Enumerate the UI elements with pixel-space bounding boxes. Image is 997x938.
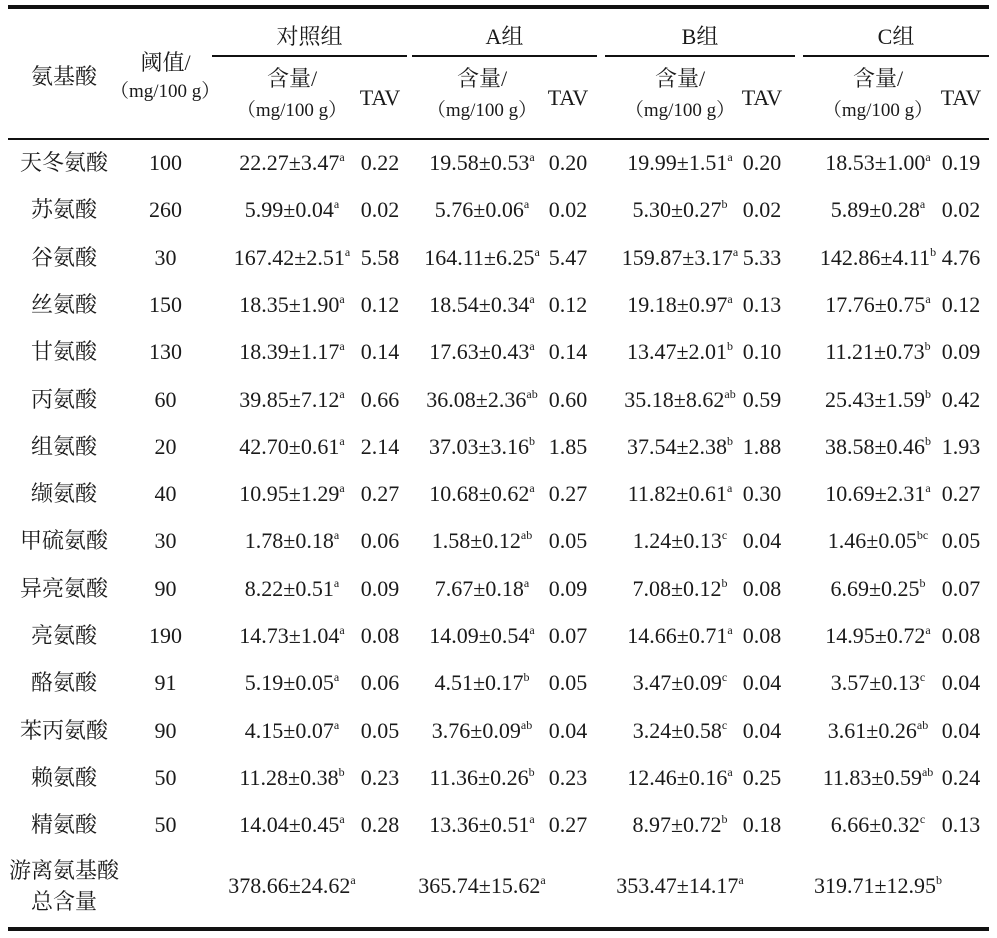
tav-value-control: 0.02 <box>360 197 400 222</box>
header-tav-a: TAV <box>547 85 589 110</box>
content-mean-sd: 14.95±0.72 <box>825 623 926 648</box>
significance-letter: c <box>721 528 728 542</box>
significance-letter: a <box>925 292 931 306</box>
threshold-value: 20 <box>154 434 177 459</box>
content-mean-sd: 12.46±0.16 <box>627 765 728 790</box>
content-mean-sd: 3.47±0.09 <box>632 670 722 695</box>
significance-letter: a <box>540 873 546 887</box>
tav-value-c: 1.93 <box>941 434 981 459</box>
content-mean-sd: 8.97±0.72 <box>632 812 722 837</box>
content-value-a <box>402 197 562 223</box>
content-value-a <box>402 528 562 554</box>
tav-value-a: 5.47 <box>548 245 588 270</box>
threshold-value: 90 <box>154 718 177 743</box>
significance-letter: b <box>721 197 728 211</box>
amino-acid-name: 苯丙氨酸 <box>19 718 108 743</box>
content-mean-sd: 7.08±0.12 <box>632 576 722 601</box>
tav-value-a: 0.12 <box>548 292 588 317</box>
significance-letter: a <box>339 387 345 401</box>
content-mean-sd: 42.70±0.61 <box>239 434 340 459</box>
content-mean-sd: 5.76±0.06 <box>434 197 524 222</box>
threshold-value: 50 <box>154 812 177 837</box>
content-mean-sd: 36.08±2.36 <box>426 387 527 412</box>
content-mean-sd: 37.03±3.16 <box>428 434 530 459</box>
tav-value-a: 0.60 <box>548 387 588 412</box>
amino-acid-name: 谷氨酸 <box>30 245 97 270</box>
content-mean-sd: 14.66±0.71 <box>627 623 728 648</box>
header-bottom-rule <box>8 138 989 140</box>
tav-value-b: 0.08 <box>742 623 782 648</box>
content-value-b <box>600 434 760 460</box>
total-mean-sd: 378.66±24.62 <box>228 873 351 898</box>
content-mean-sd: 11.28±0.38 <box>239 765 339 790</box>
significance-letter: b <box>523 670 530 684</box>
significance-letter: a <box>339 339 345 353</box>
content-value-b <box>600 292 760 318</box>
significance-letter: ab <box>520 528 533 542</box>
tav-value-c: 0.12 <box>941 292 981 317</box>
content-mean-sd: 3.61±0.26 <box>827 718 917 743</box>
significance-letter: c <box>919 670 926 684</box>
content-mean-sd: 19.18±0.97 <box>627 292 728 317</box>
significance-letter: a <box>529 481 535 495</box>
significance-letter: a <box>919 197 926 211</box>
tav-value-b: 0.04 <box>742 670 782 695</box>
total-mean-sd: 319.71±12.95 <box>813 873 937 898</box>
content-mean-sd: 1.78±0.18 <box>244 528 334 553</box>
content-mean-sd: 39.85±7.12 <box>239 387 340 412</box>
content-mean-sd: 35.18±8.62 <box>624 387 725 412</box>
tav-value-a: 0.02 <box>548 197 588 222</box>
significance-letter: b <box>338 765 345 779</box>
significance-letter: c <box>721 670 728 684</box>
significance-letter: a <box>925 150 931 164</box>
content-value-b <box>600 528 760 554</box>
content-mean-sd: 164.11±6.25 <box>424 245 535 270</box>
threshold-value: 130 <box>149 339 182 364</box>
tav-value-c: 0.09 <box>941 339 981 364</box>
amino-acid-name: 赖氨酸 <box>30 765 97 790</box>
content-value-control <box>212 245 372 271</box>
significance-letter: b <box>721 576 728 590</box>
group-rule-b <box>605 55 795 57</box>
tav-value-c: 0.04 <box>941 670 981 695</box>
tav-value-c: 0.24 <box>941 765 981 790</box>
content-mean-sd: 17.76±0.75 <box>825 292 926 317</box>
threshold-value: 40 <box>154 481 177 506</box>
content-value-control <box>212 765 372 791</box>
tav-value-a: 1.85 <box>548 434 588 459</box>
significance-letter: b <box>727 434 734 448</box>
significance-letter: ab <box>724 387 736 401</box>
significance-letter: a <box>529 339 535 353</box>
tav-value-b: 0.04 <box>742 528 782 553</box>
content-value-control <box>212 434 372 460</box>
total-value-a <box>402 873 562 899</box>
significance-letter: b <box>727 339 734 353</box>
tav-value-a: 0.27 <box>548 481 588 506</box>
significance-letter: a <box>925 623 931 637</box>
header-threshold-unit: （mg/100 g） <box>110 81 221 102</box>
content-mean-sd: 3.76±0.09 <box>431 718 521 743</box>
total-label-line1: 游离氨基酸 <box>8 858 119 883</box>
content-value-a <box>402 387 562 413</box>
header-group-a: A组 <box>485 24 524 49</box>
content-value-a <box>402 434 562 460</box>
threshold-value: 60 <box>154 387 177 412</box>
content-value-a <box>402 292 562 318</box>
header-tav-b: TAV <box>741 85 783 110</box>
significance-letter: a <box>333 197 340 211</box>
content-mean-sd: 10.95±1.29 <box>239 481 340 506</box>
tav-value-b: 0.10 <box>742 339 782 364</box>
content-value-b <box>600 670 760 696</box>
group-rule-c <box>803 55 989 57</box>
content-value-control <box>212 387 372 413</box>
significance-letter: b <box>528 765 535 779</box>
significance-letter: a <box>333 718 340 732</box>
tav-value-c: 0.05 <box>941 528 981 553</box>
significance-letter: a <box>727 292 733 306</box>
content-value-control <box>212 670 372 696</box>
content-value-a <box>402 245 562 271</box>
header-content-c: 含量/ <box>852 66 904 91</box>
header-threshold: 阈值/ <box>140 50 191 75</box>
content-mean-sd: 5.19±0.05 <box>244 670 334 695</box>
significance-letter: a <box>333 576 340 590</box>
content-mean-sd: 11.36±0.26 <box>429 765 529 790</box>
header-content-control: 含量/ <box>266 66 318 91</box>
bottom-rule <box>8 927 989 931</box>
tav-value-c: 0.08 <box>941 623 981 648</box>
amino-acid-name: 苏氨酸 <box>30 197 97 222</box>
total-label-line2: 总含量 <box>30 889 97 914</box>
tav-value-control: 0.14 <box>360 339 400 364</box>
tav-value-a: 0.27 <box>548 812 588 837</box>
amino-acid-name: 亮氨酸 <box>30 623 97 648</box>
significance-letter: a <box>529 292 535 306</box>
header-amino-acid: 氨基酸 <box>30 64 97 89</box>
content-mean-sd: 17.63±0.43 <box>429 339 530 364</box>
content-value-control <box>212 528 372 554</box>
significance-letter: a <box>523 576 530 590</box>
content-value-b <box>600 150 760 176</box>
tav-value-b: 0.08 <box>742 576 782 601</box>
content-value-b <box>600 812 760 838</box>
content-mean-sd: 4.51±0.17 <box>434 670 524 695</box>
tav-value-b: 5.33 <box>742 245 782 270</box>
content-value-control <box>212 292 372 318</box>
content-value-control <box>212 339 372 365</box>
content-value-control <box>212 576 372 602</box>
content-value-a <box>402 765 562 791</box>
threshold-value: 50 <box>154 765 177 790</box>
tav-value-b: 0.18 <box>742 812 782 837</box>
significance-letter: a <box>727 150 733 164</box>
content-value-b <box>600 245 760 271</box>
content-mean-sd: 38.58±0.46 <box>824 434 926 459</box>
header-group-c: C组 <box>877 24 915 49</box>
amino-acid-name: 丝氨酸 <box>30 292 97 317</box>
content-value-a <box>402 623 562 649</box>
content-mean-sd: 167.42±2.51 <box>233 245 345 270</box>
tav-value-c: 0.13 <box>941 812 981 837</box>
header-group-control: 对照组 <box>276 24 343 49</box>
significance-letter: a <box>523 197 530 211</box>
content-value-b <box>600 765 760 791</box>
significance-letter: a <box>333 670 340 684</box>
content-value-a <box>402 718 562 744</box>
header-tav-control: TAV <box>359 85 401 110</box>
content-mean-sd: 5.99±0.04 <box>244 197 334 222</box>
content-mean-sd: 25.43±1.59 <box>824 387 926 412</box>
content-mean-sd: 11.83±0.59 <box>822 765 922 790</box>
tav-value-b: 0.13 <box>742 292 782 317</box>
content-value-a <box>402 670 562 696</box>
content-mean-sd: 10.68±0.62 <box>429 481 530 506</box>
threshold-value: 100 <box>149 150 182 175</box>
content-value-control <box>212 481 372 507</box>
tav-value-control: 0.08 <box>360 623 400 648</box>
group-rule-a <box>412 55 597 57</box>
significance-letter: a <box>339 150 345 164</box>
significance-letter: a <box>339 812 345 826</box>
content-value-control <box>212 718 372 744</box>
amino-acid-name: 甲硫氨酸 <box>19 528 108 553</box>
threshold-value: 30 <box>154 528 177 553</box>
content-value-control <box>212 623 372 649</box>
amino-acid-name: 天冬氨酸 <box>19 150 108 175</box>
content-mean-sd: 14.73±1.04 <box>239 623 340 648</box>
significance-letter: a <box>529 150 535 164</box>
content-mean-sd: 6.69±0.25 <box>830 576 920 601</box>
amino-acid-name: 酪氨酸 <box>30 670 97 695</box>
content-mean-sd: 3.57±0.13 <box>830 670 920 695</box>
content-mean-sd: 3.24±0.58 <box>632 718 722 743</box>
content-value-b <box>600 387 760 413</box>
significance-letter: b <box>924 339 931 353</box>
threshold-value: 91 <box>154 670 177 695</box>
tav-value-control: 2.14 <box>360 434 400 459</box>
tav-value-control: 0.27 <box>360 481 400 506</box>
content-mean-sd: 13.47±2.01 <box>626 339 728 364</box>
content-value-a <box>402 150 562 176</box>
amino-acid-name: 甘氨酸 <box>30 339 97 364</box>
significance-letter: b <box>721 812 728 826</box>
significance-letter: a <box>339 623 345 637</box>
content-mean-sd: 5.89±0.28 <box>830 197 920 222</box>
content-value-b <box>600 718 760 744</box>
tav-value-c: 4.76 <box>941 245 981 270</box>
significance-letter: a <box>925 481 931 495</box>
significance-letter: bc <box>916 528 929 542</box>
tav-value-control: 5.58 <box>360 245 400 270</box>
significance-letter: c <box>919 812 926 826</box>
content-value-control <box>212 812 372 838</box>
content-mean-sd: 1.46±0.05 <box>827 528 917 553</box>
significance-letter: ab <box>520 718 533 732</box>
significance-letter: a <box>339 481 345 495</box>
content-mean-sd: 6.66±0.32 <box>830 812 920 837</box>
content-mean-sd: 1.58±0.12 <box>431 528 521 553</box>
tav-value-b: 0.59 <box>742 387 782 412</box>
significance-letter: b <box>925 434 932 448</box>
significance-letter: c <box>721 718 728 732</box>
group-rule-control <box>212 55 407 57</box>
tav-value-c: 0.02 <box>941 197 981 222</box>
tav-value-control: 0.66 <box>360 387 400 412</box>
tav-value-a: 0.23 <box>548 765 588 790</box>
significance-letter: ab <box>916 718 929 732</box>
header-content-unit-a: （mg/100 g） <box>426 100 538 121</box>
tav-value-b: 0.30 <box>742 481 782 506</box>
threshold-value: 260 <box>149 197 182 222</box>
content-mean-sd: 13.36±0.51 <box>429 812 530 837</box>
significance-letter: a <box>732 245 739 259</box>
tav-value-control: 0.28 <box>360 812 400 837</box>
significance-letter: a <box>529 812 535 826</box>
tav-value-control: 0.06 <box>360 528 400 553</box>
tav-value-control: 0.05 <box>360 718 400 743</box>
tav-value-c: 0.04 <box>941 718 981 743</box>
content-mean-sd: 8.22±0.51 <box>244 576 334 601</box>
tav-value-a: 0.07 <box>548 623 588 648</box>
threshold-value: 90 <box>154 576 177 601</box>
significance-letter: a <box>350 873 356 887</box>
tav-value-a: 0.05 <box>548 528 588 553</box>
header-content-unit-control: （mg/100 g） <box>236 100 348 121</box>
content-value-b <box>600 623 760 649</box>
content-value-a <box>402 576 562 602</box>
content-mean-sd: 4.15±0.07 <box>244 718 334 743</box>
tav-value-c: 0.19 <box>941 150 981 175</box>
tav-value-a: 0.09 <box>548 576 588 601</box>
tav-value-b: 0.02 <box>742 197 782 222</box>
content-mean-sd: 7.67±0.18 <box>434 576 524 601</box>
significance-letter: a <box>534 245 540 259</box>
tav-value-a: 0.20 <box>548 150 588 175</box>
significance-letter: a <box>339 292 345 306</box>
content-mean-sd: 37.54±2.38 <box>626 434 728 459</box>
tav-value-control: 0.12 <box>360 292 400 317</box>
header-tav-c: TAV <box>940 85 982 110</box>
content-mean-sd: 14.04±0.45 <box>239 812 340 837</box>
header-content-b: 含量/ <box>654 66 706 91</box>
significance-letter: b <box>930 245 937 259</box>
total-value-control <box>212 873 372 899</box>
significance-letter: a <box>529 623 535 637</box>
content-mean-sd: 18.35±1.90 <box>239 292 340 317</box>
content-mean-sd: 1.24±0.13 <box>632 528 722 553</box>
threshold-value: 30 <box>154 245 177 270</box>
content-mean-sd: 14.09±0.54 <box>429 623 530 648</box>
significance-letter: a <box>727 765 733 779</box>
content-value-a <box>402 339 562 365</box>
content-value-a <box>402 812 562 838</box>
tav-value-control: 0.06 <box>360 670 400 695</box>
tav-value-c: 0.27 <box>941 481 981 506</box>
content-value-control <box>212 197 372 223</box>
significance-letter: b <box>936 873 943 887</box>
significance-letter: ab <box>526 387 538 401</box>
tav-value-control: 0.23 <box>360 765 400 790</box>
significance-letter: a <box>727 623 733 637</box>
content-mean-sd: 19.99±1.51 <box>627 150 728 175</box>
tav-value-b: 1.88 <box>742 434 782 459</box>
amino-acid-name: 组氨酸 <box>30 434 97 459</box>
significance-letter: b <box>925 387 932 401</box>
content-mean-sd: 18.39±1.17 <box>239 339 340 364</box>
tav-value-b: 0.25 <box>742 765 782 790</box>
total-mean-sd: 365.74±15.62 <box>418 873 541 898</box>
content-value-b <box>600 576 760 602</box>
top-rule <box>8 5 989 9</box>
header-group-b: B组 <box>681 24 719 49</box>
content-value-a <box>402 481 562 507</box>
tav-value-c: 0.07 <box>941 576 981 601</box>
content-value-b <box>600 197 760 223</box>
content-mean-sd: 159.87±3.17 <box>621 245 733 270</box>
significance-letter: b <box>529 434 536 448</box>
tav-value-b: 0.20 <box>742 150 782 175</box>
content-mean-sd: 18.53±1.00 <box>825 150 926 175</box>
tav-value-a: 0.04 <box>548 718 588 743</box>
tav-value-a: 0.14 <box>548 339 588 364</box>
total-value-b <box>600 873 760 899</box>
significance-letter: a <box>726 481 733 495</box>
content-mean-sd: 11.21±0.73 <box>825 339 925 364</box>
amino-acid-name: 异亮氨酸 <box>19 576 108 601</box>
significance-letter: a <box>738 873 744 887</box>
header-content-unit-b: （mg/100 g） <box>624 100 736 121</box>
tav-value-c: 0.42 <box>941 387 981 412</box>
content-mean-sd: 10.69±2.31 <box>825 481 926 506</box>
content-mean-sd: 5.30±0.27 <box>632 197 722 222</box>
tav-value-b: 0.04 <box>742 718 782 743</box>
content-mean-sd: 18.54±0.34 <box>429 292 530 317</box>
significance-letter: a <box>344 245 351 259</box>
content-mean-sd: 142.86±4.11 <box>819 245 931 270</box>
header-content-a: 含量/ <box>456 66 508 91</box>
header-content-unit-c: （mg/100 g） <box>822 100 934 121</box>
significance-letter: ab <box>921 765 934 779</box>
total-value-c <box>797 873 959 899</box>
threshold-value: 150 <box>149 292 182 317</box>
content-mean-sd: 22.27±3.47 <box>239 150 340 175</box>
content-mean-sd: 19.58±0.53 <box>429 150 530 175</box>
threshold-value: 190 <box>149 623 182 648</box>
content-mean-sd: 11.82±0.61 <box>627 481 727 506</box>
amino-acid-name: 精氨酸 <box>30 812 97 837</box>
tav-value-a: 0.05 <box>548 670 588 695</box>
content-value-b <box>600 481 760 507</box>
tav-value-control: 0.22 <box>360 150 400 175</box>
significance-letter: a <box>333 528 340 542</box>
amino-acid-name: 缬氨酸 <box>30 481 97 506</box>
content-value-b <box>600 339 760 365</box>
tav-value-control: 0.09 <box>360 576 400 601</box>
significance-letter: a <box>339 434 345 448</box>
total-mean-sd: 353.47±14.17 <box>616 873 739 898</box>
significance-letter: b <box>919 576 926 590</box>
content-value-control <box>212 150 372 176</box>
amino-acid-name: 丙氨酸 <box>30 387 97 412</box>
